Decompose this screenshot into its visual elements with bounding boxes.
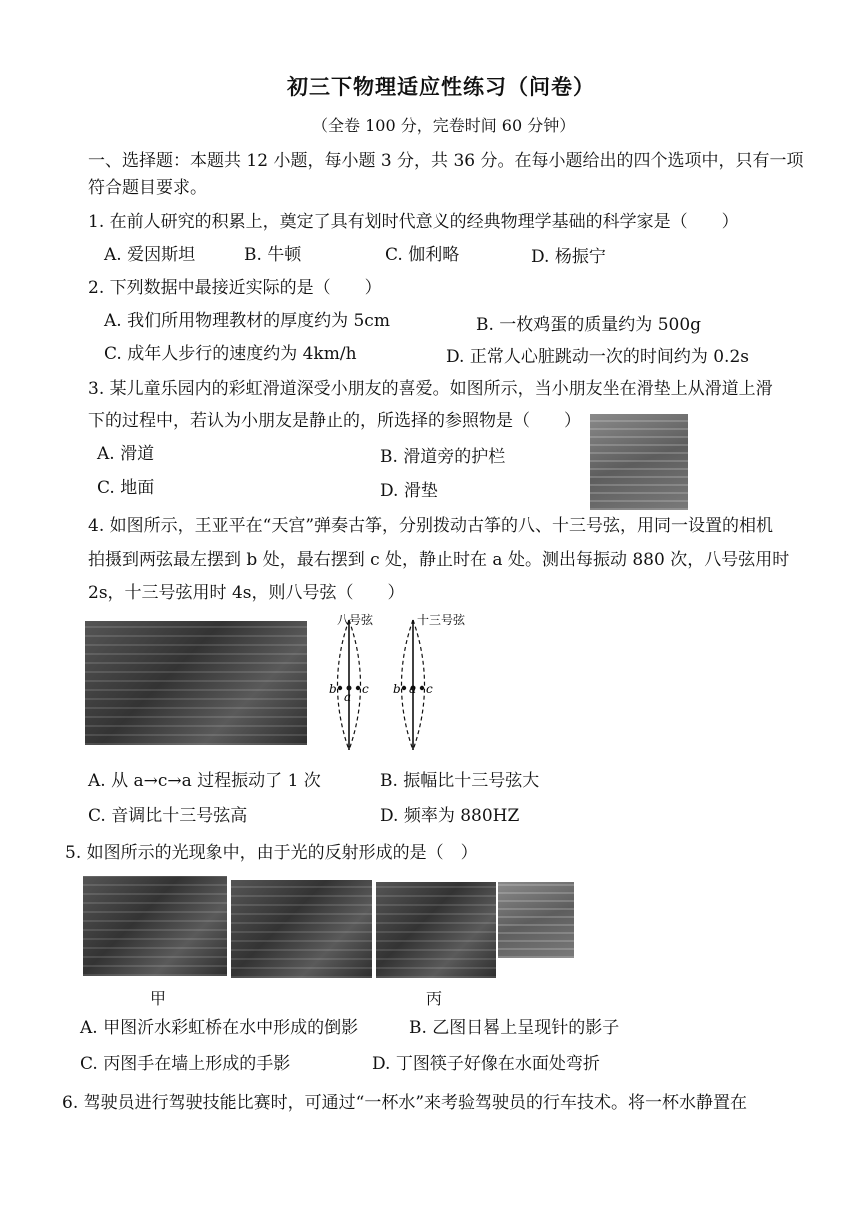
q5-option-b: B. 乙图日晷上呈现针的影子 (409, 1018, 620, 1038)
photo-ding (498, 882, 574, 958)
q4-option-b: B. 振幅比十三号弦大 (380, 771, 540, 791)
q2-option-d: D. 正常人心脏跳动一次的时间约为 0.2s (446, 347, 749, 367)
string-8-b-label: b (329, 682, 337, 696)
q2-option-a: A. 我们所用物理教材的厚度约为 5cm (104, 311, 390, 331)
q3-stem-line2: 下的过程中，若认为小朋友是静止的，所选择的参照物是（ ） (88, 411, 581, 431)
q3-option-c: C. 地面 (97, 478, 155, 498)
q3-option-b: B. 滑道旁的护栏 (380, 447, 506, 467)
photo-jia (83, 876, 227, 976)
q5-option-c: C. 丙图手在墙上形成的手影 (80, 1054, 291, 1074)
q3-stem-line1: 3. 某儿童乐园内的彩虹滑道深受小朋友的喜爱。如图所示，当小朋友坐在滑垫上从滑道上滑 (88, 379, 773, 399)
string-8-a-label: a (344, 690, 352, 704)
q3-option-d: D. 滑垫 (380, 481, 438, 501)
q4-option-a: A. 从 a→c→a 过程振动了 1 次 (88, 771, 321, 791)
guzheng-photo (85, 621, 307, 745)
q4-stem-line3: 2s，十三号弦用时 4s，则八号弦（ ） (88, 583, 405, 603)
q1-option-d: D. 杨振宁 (531, 247, 606, 267)
photo-bing (376, 882, 496, 978)
q6-stem: 6. 驾驶员进行驾驶技能比赛时，可通过“一杯水”来考验驾驶员的行车技术。将一杯水静置在 (62, 1093, 748, 1113)
q1-option-c: C. 伽利略 (385, 245, 460, 265)
page-title: 初三下物理适应性练习（问卷） (287, 74, 595, 99)
q4-stem-line1: 4. 如图所示，王亚平在“天宫”弹奏古筝，分别拨动古筝的八、十三号弦，用同一设置的相机 (88, 516, 774, 536)
q5-option-d: D. 丁图筷子好像在水面处弯折 (372, 1054, 600, 1074)
string-13-c-label: c (426, 682, 433, 696)
photo-yi (231, 880, 372, 978)
section-heading-cont: 符合题目要求。 (88, 178, 207, 198)
page-subtitle: （全卷 100 分，完卷时间 60 分钟） (312, 116, 576, 135)
string-vibration-diagram (320, 610, 490, 760)
q2-option-b: B. 一枚鸡蛋的质量约为 500g (476, 315, 702, 335)
q5-option-a: A. 甲图沂水彩虹桥在水中形成的倒影 (80, 1018, 359, 1038)
q3-option-a: A. 滑道 (97, 444, 155, 464)
string-8-c-label: c (362, 682, 369, 696)
q2-stem: 2. 下列数据中最接近实际的是（ ） (88, 278, 382, 298)
caption-bing: 丙 (426, 989, 443, 1008)
string-8-label: 八号弦 (337, 613, 374, 627)
q4-stem-line2: 拍摄到两弦最左摆到 b 处，最右摆到 c 处，静止时在 a 处。测出每振动 880 次，八号弦用时 (88, 550, 790, 570)
caption-jia: 甲 (150, 989, 167, 1008)
q2-option-c: C. 成年人步行的速度约为 4km/h (104, 344, 357, 364)
q4-option-d: D. 频率为 880HZ (380, 806, 520, 826)
q1-option-a: A. 爱因斯坦 (104, 245, 196, 265)
string-13-label: 十三号弦 (417, 613, 466, 627)
section-heading: 一、选择题：本题共 12 小题，每小题 3 分，共 36 分。在每小题给出的四个选项中，只有一项 (88, 151, 804, 171)
q1-option-b: B. 牛顿 (244, 245, 302, 265)
rainbow-slide-photo (590, 414, 688, 510)
string-13-a-label: a (409, 682, 417, 696)
string-13-b-label: b (393, 682, 401, 696)
string-8-figure (338, 620, 361, 750)
q1-stem: 1. 在前人研究的积累上，奠定了具有划时代意义的经典物理学基础的科学家是（ ） (88, 212, 739, 232)
q4-option-c: C. 音调比十三号弦高 (88, 806, 248, 826)
q5-stem: 5. 如图所示的光现象中，由于光的反射形成的是（ ） (65, 843, 478, 863)
